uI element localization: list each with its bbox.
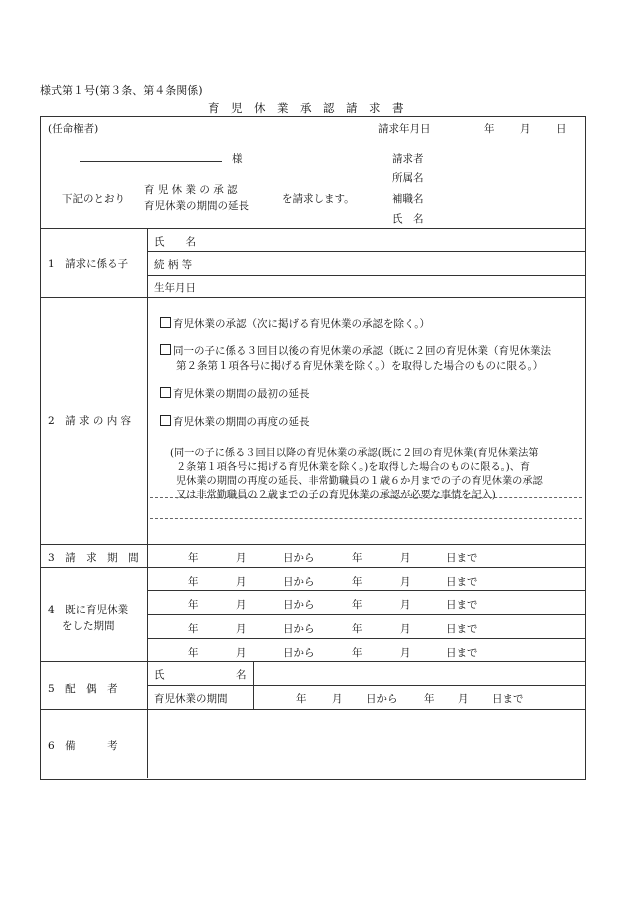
option-first-extension[interactable]: [160, 386, 310, 401]
remarks-label: 6 備 考: [48, 740, 118, 752]
s4-r3-from-year: 年: [188, 623, 199, 635]
checkbox-icon[interactable]: [160, 387, 171, 398]
divider-s4-c: [147, 638, 585, 639]
s4-r3-to-day: 日まで: [446, 623, 478, 635]
past-leave-label-1: 4 既に育児休業: [48, 604, 129, 616]
s5-to-day: 日まで: [492, 693, 524, 705]
s4-r3-from-day: 日から: [283, 623, 315, 635]
reason-note-3: 児休業の期間の再度の延長、非常勤職員の１歳６か月までの子の育児休業の承認: [176, 476, 543, 487]
s4-r4-to-year: 年: [352, 647, 363, 659]
request-day-unit: 日: [556, 123, 567, 135]
divider-header: [40, 228, 585, 229]
intro-option-extension: 育児休業の期間の延長: [144, 200, 249, 212]
s4-r4-from-month: 月: [236, 647, 247, 659]
reason-note-2: ２条第１項各号に掲げる育児休業を除く。)を取得した場合のものに限る。)、育: [176, 462, 531, 473]
s5-from-month: 月: [332, 693, 343, 705]
s5-from-day: 日から: [366, 693, 398, 705]
s4-r1-from-year: 年: [188, 576, 199, 588]
s4-r4-from-day: 日から: [283, 647, 315, 659]
option-third-approval-cont: 第２条第１項各号に掲げる育児休業を除く。）を取得した場合のものに限る。）: [176, 360, 544, 372]
s4-r2-from-month: 月: [236, 599, 247, 611]
reason-writing-line-1[interactable]: [150, 497, 582, 498]
divider-s1-a: [147, 251, 585, 252]
s4-r3-to-year: 年: [352, 623, 363, 635]
s3-from-month: 月: [236, 552, 247, 564]
option-approval-text: 育児休業の承認（次に掲げる育児休業の承認を除く。）: [173, 318, 431, 330]
sama-label: 様: [232, 153, 243, 165]
s5-from-year: 年: [296, 693, 307, 705]
s5-to-year: 年: [424, 693, 435, 705]
appointer-label: (任命権者): [48, 123, 99, 135]
divider-s2-end: [40, 544, 585, 545]
s5-to-month: 月: [458, 693, 469, 705]
remarks-field[interactable]: [148, 710, 584, 777]
checkbox-icon[interactable]: [160, 317, 171, 328]
s4-r1-from-day: 日から: [283, 576, 315, 588]
reason-note-4: 又は非常勤職員の２歳までの子の育児休業の承認が必要な事情を記入): [176, 490, 496, 501]
request-month-unit: 月: [520, 123, 531, 135]
s3-to-year: 年: [352, 552, 363, 564]
option-second-extension-text: 育児休業の期間の再度の延長: [173, 416, 310, 428]
s4-r2-from-year: 年: [188, 599, 199, 611]
option-third-approval[interactable]: [160, 343, 551, 358]
s4-r1-to-month: 月: [400, 576, 411, 588]
s4-r2-from-day: 日から: [283, 599, 315, 611]
request-content-label: 2 請 求 の 内 容: [48, 415, 132, 427]
s4-r1-to-year: 年: [352, 576, 363, 588]
s4-r4-from-year: 年: [188, 647, 199, 659]
s4-r1-from-month: 月: [236, 576, 247, 588]
s4-r3-to-month: 月: [400, 623, 411, 635]
s4-r4-to-day: 日まで: [446, 647, 478, 659]
option-approval[interactable]: [160, 316, 430, 331]
checkbox-icon[interactable]: [160, 344, 171, 355]
intro-option-approval: 育 児 休 業 の 承 認: [144, 184, 238, 196]
divider-s4-b: [147, 614, 585, 615]
appointer-name-line[interactable]: [80, 161, 222, 162]
s3-from-year: 年: [188, 552, 199, 564]
request-year-unit: 年: [484, 123, 495, 135]
divider-s4-end: [40, 661, 585, 662]
s4-r1-to-day: 日まで: [446, 576, 478, 588]
request-period-label: 3 請 求 期 間: [48, 552, 139, 564]
s3-to-month: 月: [400, 552, 411, 564]
s4-r2-to-year: 年: [352, 599, 363, 611]
child-relation-label: 続 柄 等: [154, 259, 193, 271]
option-second-extension[interactable]: [160, 414, 310, 429]
spouse-name-label-b: 名: [236, 669, 247, 681]
past-leave-label-2: をした期間: [62, 620, 115, 632]
applicant-name-label: 氏 名: [392, 213, 424, 225]
s4-r2-to-day: 日まで: [446, 599, 478, 611]
s3-from-day: 日から: [283, 552, 315, 564]
divider-s5-a: [147, 685, 585, 686]
form-title: 育 児 休 業 承 認 請 求 書: [208, 101, 404, 115]
child-birthdate-label: 生年月日: [154, 282, 196, 294]
s4-r3-from-month: 月: [236, 623, 247, 635]
reason-writing-line-2[interactable]: [150, 518, 582, 519]
intro-suffix: を請求します。: [282, 193, 355, 205]
intro-prefix: 下記のとおり: [62, 193, 125, 205]
spouse-period-label: 育児休業の期間: [154, 693, 228, 705]
request-date-label: 請求年月日: [378, 123, 431, 135]
divider-s1-end: [40, 297, 585, 298]
s3-to-day: 日まで: [446, 552, 478, 564]
option-third-approval-text: 同一の子に係る３回目以後の育児休業の承認（既に２回の育児休業（育児休業法: [173, 345, 551, 357]
spouse-label: 5 配 偶 者: [48, 683, 118, 695]
department-label: 所属名: [392, 172, 424, 184]
label-column-divider: [147, 228, 148, 778]
divider-s4-a: [147, 590, 585, 591]
option-first-extension-text: 育児休業の期間の最初の延長: [173, 388, 310, 400]
divider-s3-end: [40, 567, 585, 568]
child-section-label: 1 請求に係る子: [48, 258, 129, 270]
reason-note-1: (同一の子に係る３回目以降の育児休業の承認(既に２回の育児休業(育児休業法第: [170, 448, 539, 459]
s4-r4-to-month: 月: [400, 647, 411, 659]
divider-s1-b: [147, 275, 585, 276]
spouse-name-label-a: 氏: [154, 669, 165, 681]
form-number: 様式第１号(第３条、第４条関係): [40, 84, 203, 97]
checkbox-icon[interactable]: [160, 415, 171, 426]
child-name-label: 氏 名: [154, 236, 196, 248]
applicant-label: 請求者: [392, 153, 424, 165]
position-label: 補職名: [392, 193, 424, 205]
s4-r2-to-month: 月: [400, 599, 411, 611]
